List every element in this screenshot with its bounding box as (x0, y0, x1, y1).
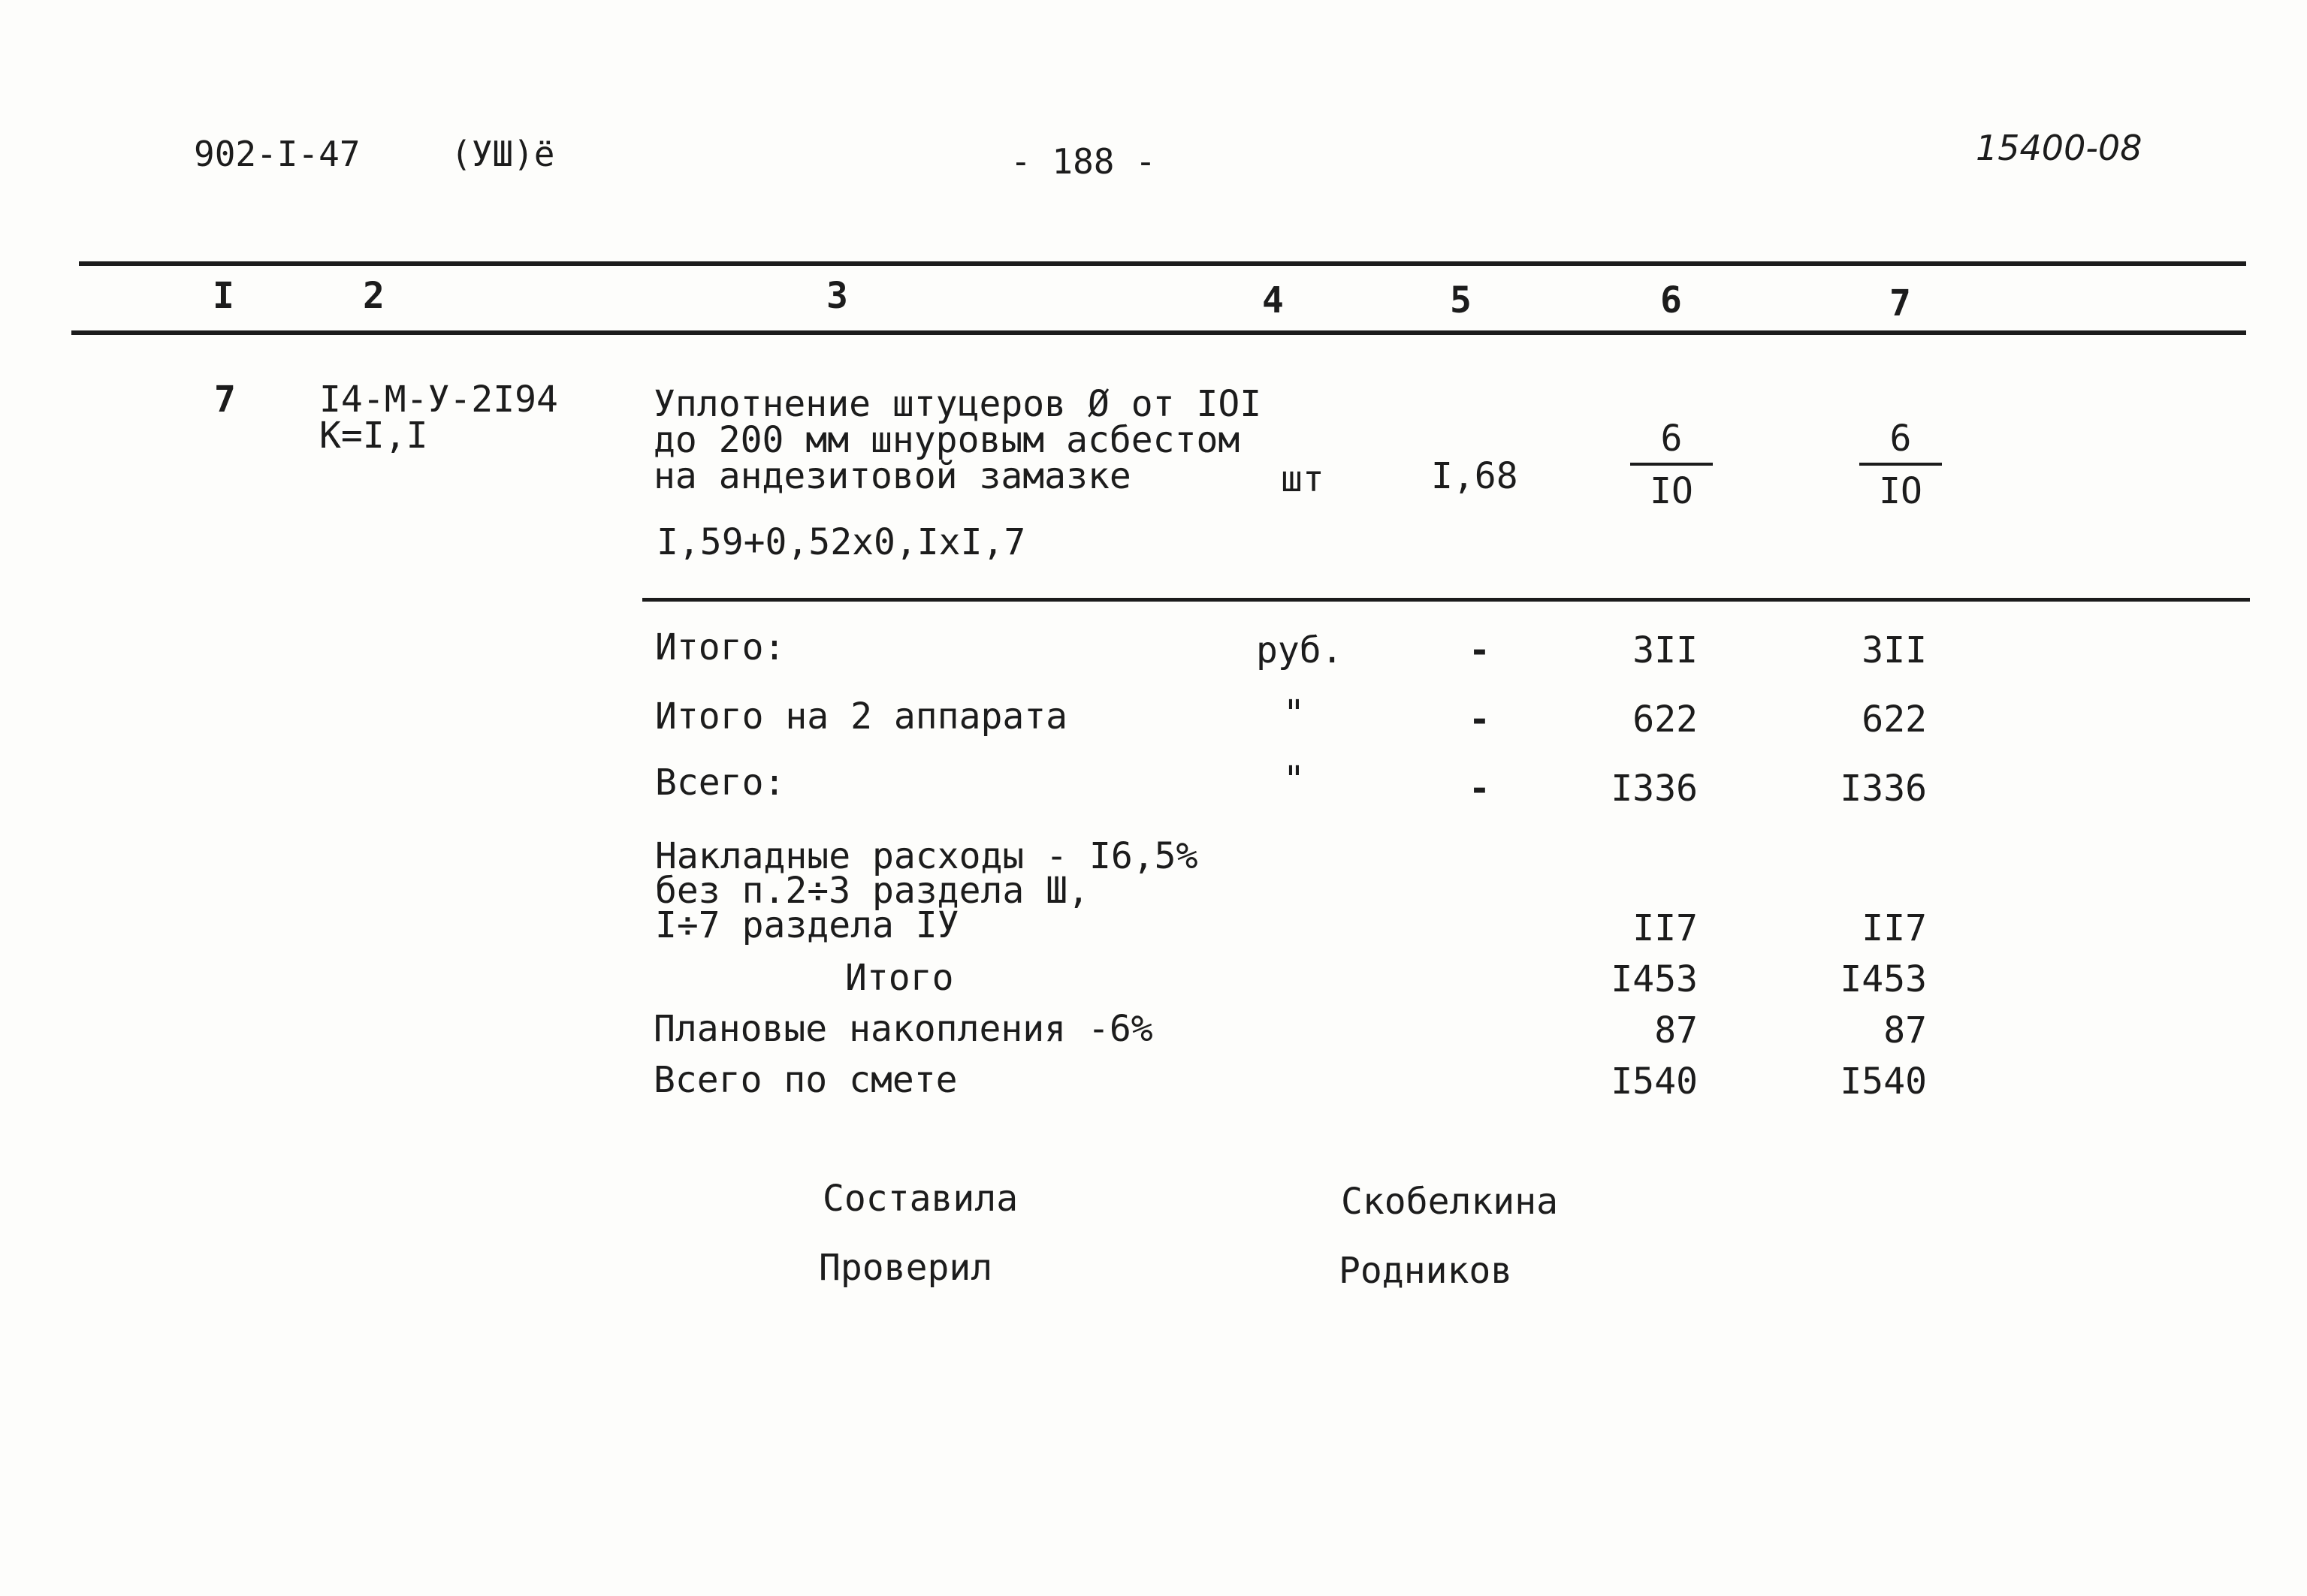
item-description-line3: на андезитовой замазке (654, 455, 1131, 497)
planned-savings-col7: 87 (1883, 1009, 1927, 1051)
col7-fraction-bar (1859, 463, 1942, 466)
total-two-units-col7: 622 (1862, 698, 1927, 741)
table-header-rule (71, 330, 2246, 335)
item-formula: I,59+0,52x0,IxI,7 (657, 521, 1026, 563)
column-number-4: 4 (1262, 279, 1284, 321)
col7-numerator: 6 (1889, 418, 1912, 460)
checked-by-name: Родников (1339, 1250, 1513, 1292)
overhead-line3: I÷7 раздела IУ (655, 904, 959, 946)
overhead-line2: без п.2÷3 раздела Ш, (655, 870, 1089, 912)
item-col7-fraction (1852, 418, 1949, 512)
item-description-line1: Уплотнение штуцеров Ø от IOI (654, 383, 1262, 425)
col6-fraction-bar (1630, 463, 1713, 466)
column-number-7: 7 (1889, 282, 1911, 324)
total-row-unit: руб. (1256, 629, 1343, 671)
compiled-by-label: Составила (823, 1178, 1019, 1220)
column-number-3: 3 (826, 275, 848, 317)
planned-savings-label: Плановые накопления -6% (654, 1008, 1153, 1050)
grand-subtotal-col6: I336 (1611, 768, 1698, 810)
item-quantity: I,68 (1431, 455, 1518, 497)
item-unit: шт (1281, 458, 1324, 500)
overhead-line1: Накладные расходы - I6,5% (655, 835, 1198, 877)
total-two-units-col6: 622 (1632, 698, 1698, 741)
total-two-units-dash: - (1469, 698, 1490, 741)
archive-code: 15400-08 (1976, 128, 2142, 168)
subtotal-col7: I453 (1840, 958, 1927, 1000)
total-row-label: Итого: (655, 626, 786, 668)
item-col6-fraction (1623, 418, 1720, 512)
grand-total-col6: I540 (1611, 1060, 1698, 1103)
column-number-2: 2 (363, 275, 385, 317)
column-number-6: 6 (1660, 279, 1682, 321)
totals-rule (642, 598, 2250, 602)
item-code: I4-M-У-2I94 (319, 379, 558, 421)
grand-subtotal-dash: - (1469, 768, 1490, 810)
total-row-col7: 3II (1862, 629, 1927, 671)
total-two-units-label: Итого на 2 аппарата (655, 695, 1068, 738)
total-row-col6: 3II (1632, 629, 1698, 671)
grand-subtotal-col7: I336 (1840, 768, 1927, 810)
checked-by-label: Проверил (819, 1247, 993, 1289)
planned-savings-col6: 87 (1654, 1009, 1698, 1051)
subtotal-col6: I453 (1611, 958, 1698, 1000)
grand-total-col7: I540 (1840, 1060, 1927, 1103)
overhead-col6: II7 (1632, 907, 1698, 949)
document-series: (УШ)ё (451, 134, 555, 174)
col7-denominator: IO (1879, 470, 1922, 512)
page-number: - 188 - (1010, 141, 1156, 182)
col6-denominator: IO (1650, 470, 1693, 512)
total-row-dash: - (1469, 629, 1490, 671)
column-number-5: 5 (1450, 279, 1472, 321)
document-code: 902-I-47 (194, 134, 361, 174)
column-number-1: I (213, 275, 234, 317)
overhead-col7: II7 (1862, 907, 1927, 949)
subtotal-label: Итого (845, 957, 954, 999)
item-description-line2: до 200 мм шнуровым асбестом (654, 419, 1240, 461)
table-top-rule (79, 261, 2246, 266)
col6-numerator: 6 (1660, 418, 1683, 460)
grand-subtotal-label: Всего: (655, 762, 786, 804)
compiled-by-name: Скобелкина (1341, 1181, 1558, 1223)
item-coefficient: K=I,I (319, 415, 428, 457)
item-number: 7 (214, 379, 236, 421)
total-two-units-unit: " (1283, 692, 1305, 735)
grand-subtotal-unit: " (1283, 759, 1305, 801)
grand-total-label: Всего по смете (654, 1059, 958, 1101)
